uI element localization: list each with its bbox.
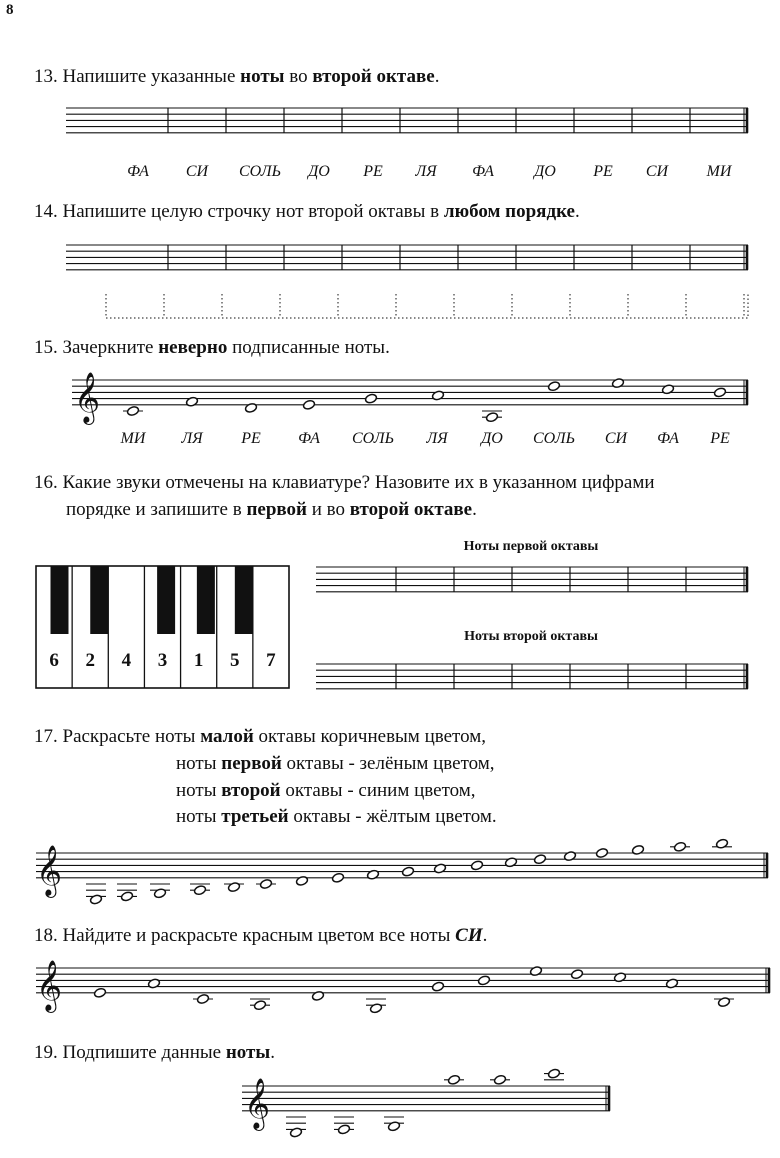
note-head [673, 841, 686, 852]
note-head [364, 393, 377, 404]
whole-note [384, 1117, 404, 1132]
task-text: . [482, 925, 488, 946]
note-name-label: ДО [308, 163, 330, 180]
whole-note [670, 841, 690, 852]
key-number: 4 [121, 650, 132, 671]
answer-boxes [106, 294, 748, 318]
treble-clef-icon: 𝄞 [36, 959, 63, 1011]
staff [66, 245, 748, 270]
note-head [613, 972, 626, 983]
note-name-label: СОЛЬ [532, 430, 576, 447]
note-head [259, 879, 272, 890]
whole-note [712, 838, 732, 849]
task-text: подписанные ноты. [227, 337, 390, 358]
task-text: октавы - синим цветом, [280, 780, 476, 801]
whole-note [544, 1068, 564, 1080]
whole-note [250, 999, 270, 1011]
task-bold: ноты [240, 66, 285, 87]
note-head [665, 978, 678, 989]
whole-note [433, 863, 446, 874]
note-head [533, 854, 546, 865]
note-name-label: ДО [534, 163, 556, 180]
black-key [157, 566, 175, 634]
whole-note [302, 399, 315, 410]
key-number: 2 [85, 650, 95, 671]
whole-note [665, 978, 678, 989]
note-head [547, 1068, 560, 1079]
note-name-label: ФА [298, 430, 320, 447]
note-head [289, 1127, 302, 1138]
whole-note [444, 1074, 464, 1085]
note-name-label: ЛЯ [181, 430, 203, 447]
note-head [433, 863, 446, 874]
note-head [717, 997, 730, 1008]
note-head [715, 838, 728, 849]
whole-note [661, 384, 674, 395]
note-name-label: РЕ [710, 430, 730, 447]
whole-note [401, 866, 414, 877]
black-key [50, 566, 68, 634]
note-name-label: СИ [604, 430, 628, 447]
note-name-label: ФА [472, 163, 494, 180]
note-name-label: ФА [657, 430, 679, 447]
note-name-label: СОЛЬ [351, 430, 395, 447]
whole-note [611, 378, 624, 389]
black-key [197, 566, 215, 634]
whole-note [547, 381, 560, 392]
whole-note [295, 875, 308, 886]
whole-note [190, 884, 210, 896]
note-head [366, 869, 379, 880]
whole-note [123, 406, 143, 417]
key-number: 6 [49, 650, 59, 671]
task-text: ноты [176, 806, 222, 827]
whole-note [366, 869, 379, 880]
whole-note [482, 411, 502, 423]
whole-note [504, 857, 517, 868]
task-number: 18. [34, 925, 58, 946]
task-text: ноты [176, 753, 222, 774]
whole-note [631, 844, 644, 855]
note-head [570, 969, 583, 980]
whole-note [147, 978, 160, 989]
whole-note [364, 393, 377, 404]
note-name-label: ЛЯ [426, 430, 448, 447]
task-bold: неверно [158, 337, 228, 358]
note-head [147, 978, 160, 989]
task-text: октавы - жёлтым цветом. [288, 806, 497, 827]
whole-note [193, 994, 213, 1005]
note-head [196, 994, 209, 1005]
black-key [90, 566, 108, 634]
note-head [431, 390, 444, 401]
task-text: Найдите и раскрасьте красным цветом все ноты [62, 925, 456, 946]
whole-note [613, 972, 626, 983]
task-bold: любом порядке [443, 201, 575, 222]
task-number: 19. [34, 1042, 58, 1063]
task-bold: второй октаве [312, 66, 435, 87]
note-head [227, 882, 240, 893]
key-number: 3 [157, 650, 168, 671]
whole-note [224, 882, 244, 893]
staff [72, 372, 748, 425]
whole-note [533, 854, 546, 865]
note-head [89, 894, 102, 905]
task-text: во [284, 66, 313, 87]
task-text: Раскрасьте ноты [62, 726, 201, 747]
treble-clef-icon: 𝄞 [244, 1077, 271, 1129]
note-head [295, 875, 308, 886]
note-head [93, 987, 106, 998]
whole-note [714, 997, 734, 1008]
whole-note [563, 851, 576, 862]
whole-note [86, 884, 106, 905]
note-head [485, 412, 498, 423]
whole-note [470, 860, 483, 871]
whole-note [431, 981, 444, 992]
task-bold: ноты [225, 1042, 271, 1063]
page-number: 8 [6, 2, 14, 18]
task-number: 14. [34, 201, 58, 222]
note-name-label: РЕ [593, 163, 613, 180]
task-text: Подпишите данные [62, 1042, 226, 1063]
task-bold: СИ [455, 925, 483, 946]
note-head [529, 966, 542, 977]
note-head [253, 1000, 266, 1011]
task-text: октавы - зелёным цветом, [281, 753, 495, 774]
note-head [713, 387, 726, 398]
note-head [153, 888, 166, 899]
whole-note [713, 387, 726, 398]
note-head [387, 1121, 400, 1132]
note-head [401, 866, 414, 877]
caption-first-octave: Ноты первой октавы [463, 539, 599, 554]
task-text: ноты [176, 780, 222, 801]
note-name-label: ДО [481, 430, 503, 447]
note-name-label: СИ [645, 163, 669, 180]
task-bold: первой [221, 753, 282, 774]
treble-clef-icon: 𝄞 [74, 371, 101, 423]
note-name-label: ФА [127, 163, 149, 180]
task-text: порядке и запишите в [66, 499, 247, 520]
note-head [431, 981, 444, 992]
staff [316, 664, 748, 689]
task-text: . [434, 66, 440, 87]
task-text: октавы коричневым цветом, [253, 726, 487, 747]
task-text: . [270, 1042, 275, 1063]
key-number: 1 [193, 650, 204, 671]
treble-clef-icon: 𝄞 [36, 844, 63, 896]
note-head [547, 381, 560, 392]
note-name-label: ЛЯ [415, 163, 437, 180]
whole-note [150, 884, 170, 899]
note-head [447, 1074, 460, 1085]
note-name-label: РЕ [241, 430, 261, 447]
note-head [470, 860, 483, 871]
note-head [631, 844, 644, 855]
note-name-label: СИ [185, 163, 209, 180]
task-text: и во [307, 499, 350, 520]
note-head [302, 399, 315, 410]
whole-note [311, 990, 324, 1001]
whole-note [244, 402, 257, 413]
task-bold: второй октаве [349, 499, 473, 520]
note-head [493, 1074, 506, 1085]
piano-keyboard [36, 566, 289, 688]
note-name-label: СОЛЬ [238, 163, 282, 180]
note-head [595, 848, 608, 859]
staff [36, 845, 768, 898]
task-bold: первой [246, 499, 307, 520]
task-text: . [574, 201, 580, 222]
task-text: Зачеркните [62, 337, 159, 358]
whole-note [529, 966, 542, 977]
task-number: 15. [34, 337, 58, 358]
whole-note [570, 969, 583, 980]
note-head [193, 885, 206, 896]
whole-note [117, 884, 137, 902]
note-head [185, 396, 198, 407]
whole-note [595, 848, 608, 859]
whole-note [431, 390, 444, 401]
note-head [126, 406, 139, 417]
task-text: Напишите целую строчку нот второй октавы в [62, 201, 444, 222]
task-bold: третьей [221, 806, 289, 827]
note-head [331, 872, 344, 883]
note-head [504, 857, 517, 868]
note-head [369, 1003, 382, 1014]
task-text: . [472, 499, 477, 520]
note-head [120, 891, 133, 902]
whole-note [256, 879, 276, 890]
note-head [611, 378, 624, 389]
whole-note [334, 1117, 354, 1135]
note-head [337, 1124, 350, 1135]
task-number: 16. [34, 472, 58, 493]
black-key [235, 566, 253, 634]
key-number: 5 [230, 650, 240, 671]
task-text: Напишите указанные [62, 66, 241, 87]
note-name-label: МИ [706, 163, 732, 180]
whole-note [331, 872, 344, 883]
dotted-box-outline [106, 294, 748, 318]
staff [316, 567, 748, 592]
key-number: 7 [266, 650, 276, 671]
whole-note [477, 975, 490, 986]
whole-note [93, 987, 106, 998]
caption-second-octave: Ноты второй октавы [464, 629, 598, 644]
whole-note [286, 1117, 306, 1138]
note-head [661, 384, 674, 395]
staff [36, 960, 770, 1013]
note-head [311, 990, 324, 1001]
note-head [563, 851, 576, 862]
whole-note [366, 999, 386, 1014]
task-number: 17. [34, 726, 58, 747]
note-name-label: РЕ [363, 163, 383, 180]
note-head [244, 402, 257, 413]
whole-note [185, 396, 198, 407]
task-text: Какие звуки отмечены на клавиатуре? Назовите их в указанном цифрами [62, 472, 655, 493]
whole-note [490, 1074, 510, 1085]
task-bold: второй [221, 780, 281, 801]
task-number: 13. [34, 66, 58, 87]
note-name-label: МИ [120, 430, 146, 447]
task-bold: малой [200, 726, 254, 747]
note-head [477, 975, 490, 986]
staff [66, 108, 748, 133]
